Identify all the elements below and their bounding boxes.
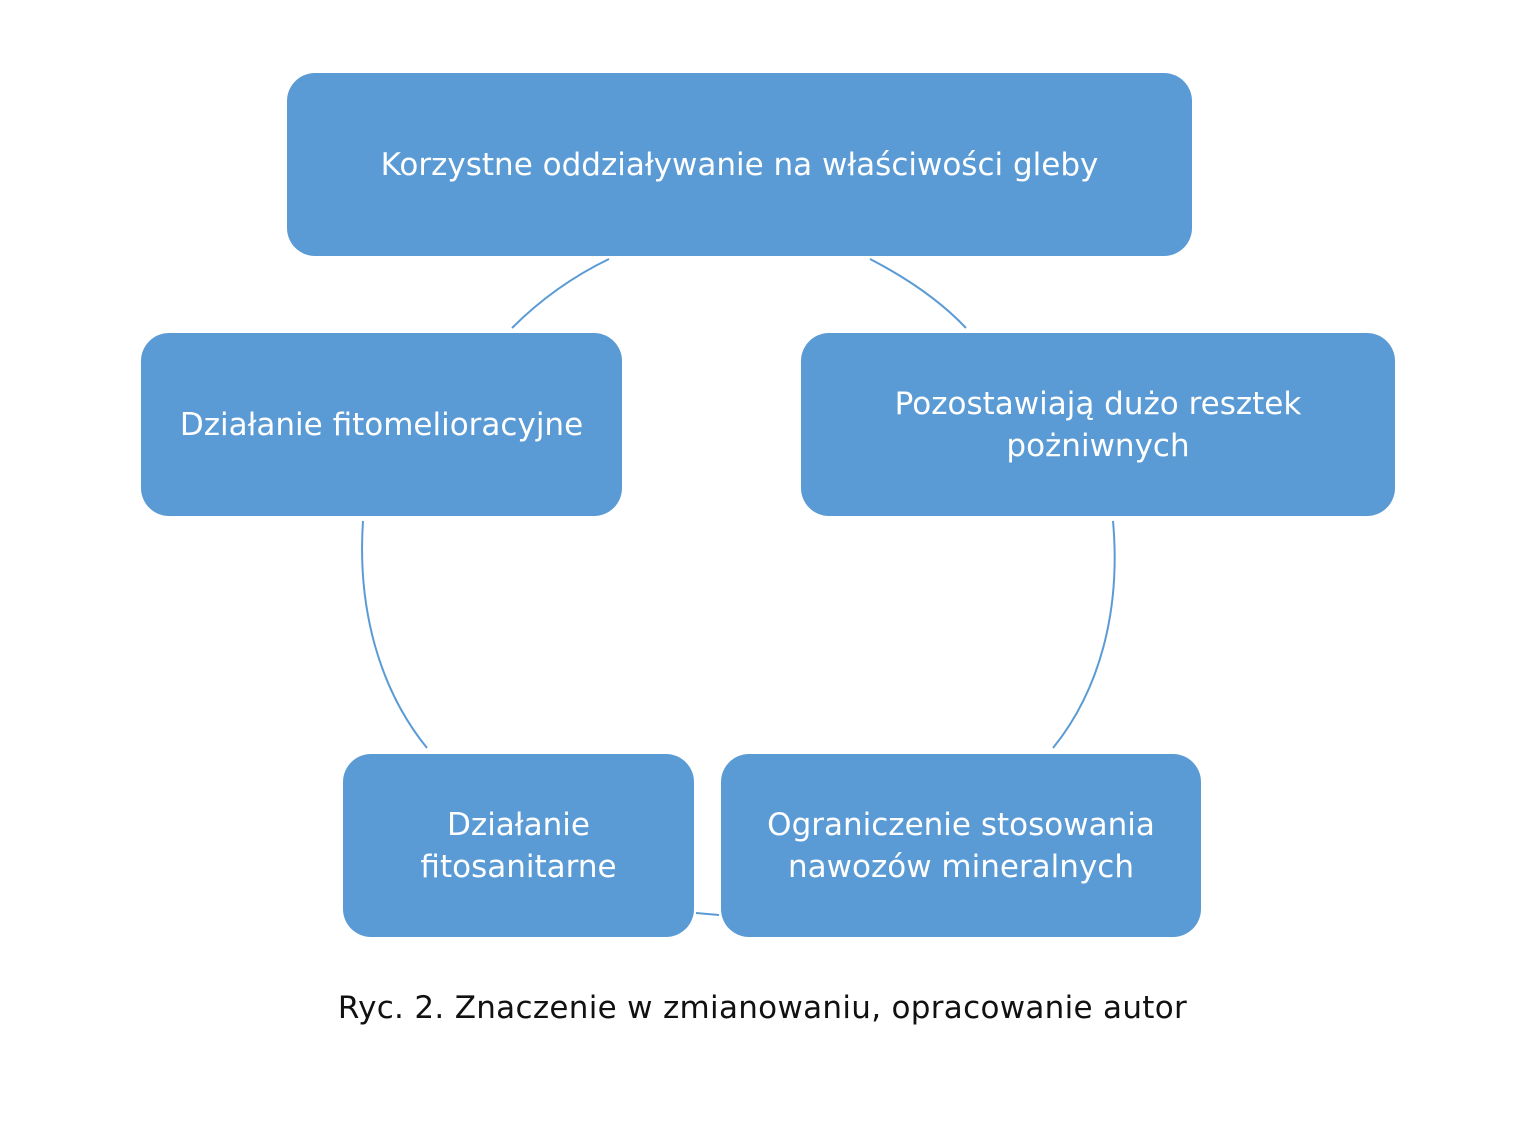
node-phytomelioration [141,333,622,516]
node-fertilizer-reduction-label: Ograniczenie stosowania nawozów mineralnych [767,806,1155,885]
connector-right-bottom-right [1053,521,1115,748]
node-crop-residues [801,333,1395,516]
node-phytomelioration-label: Działanie fitomelioracyjne [179,406,584,443]
node-fertilizer-reduction [721,754,1201,937]
node-soil-properties [287,73,1192,256]
connector-left-top [512,259,609,328]
node-phytosanitary [343,754,694,937]
connector-bottom-left-left [362,521,427,748]
node-phytosanitary-label: Działanie fitosanitarne [420,806,617,885]
figure-caption: Ryc. 2. Znaczenie w zmianowaniu, opracowanie autor [337,990,1188,1026]
connector-bottom-right-bottom-left [696,913,719,915]
node-crop-residues-label: Pozostawiają dużo resztek pożniwnych [894,385,1302,464]
node-soil-properties-label: Korzystne oddziaływanie na właściwości gleby [380,146,1099,183]
connector-top-right [870,259,966,328]
